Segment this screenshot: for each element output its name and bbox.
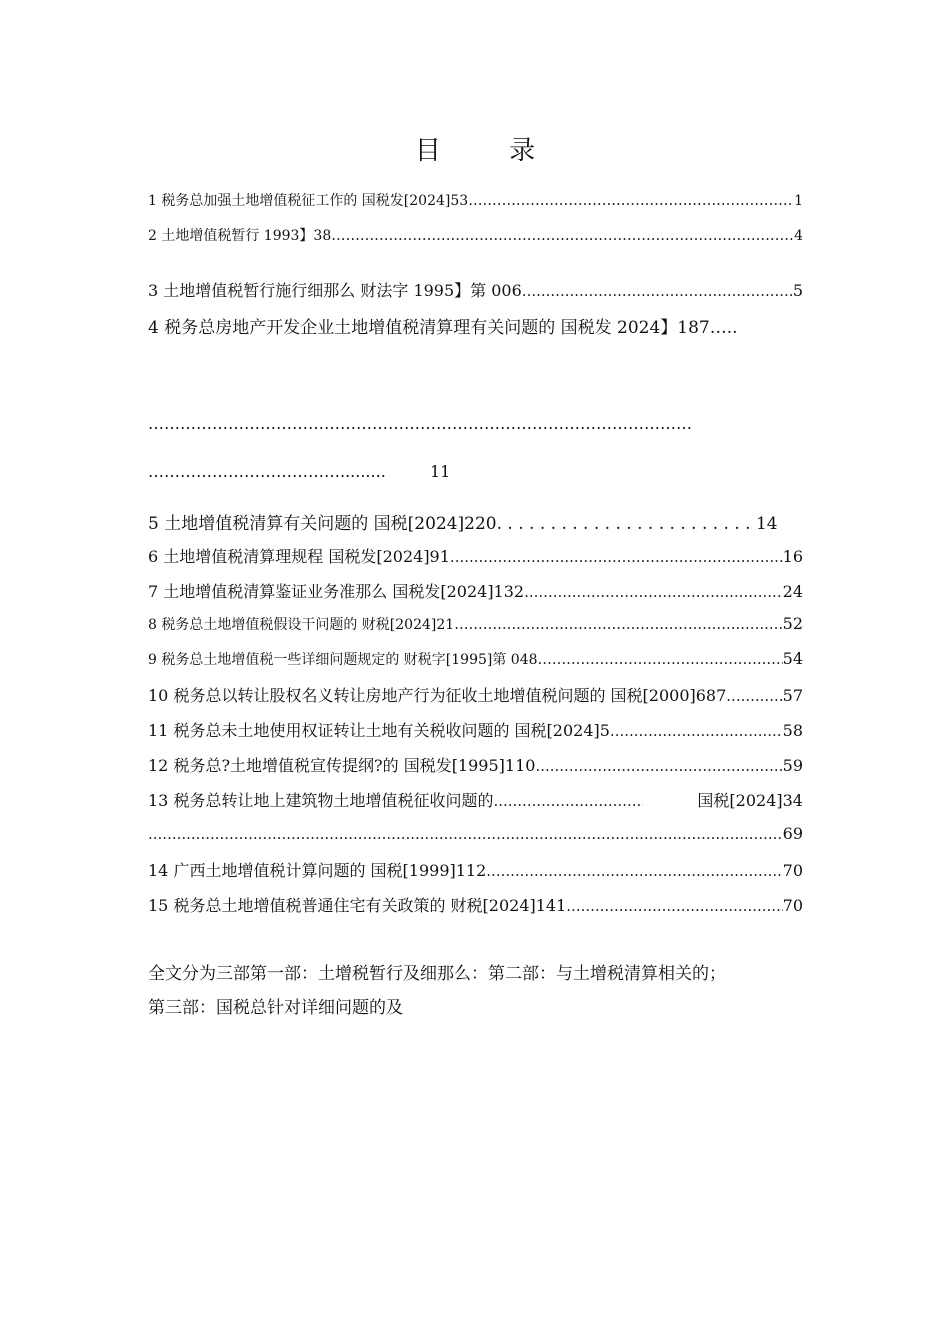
toc-entry-8[interactable] <box>148 614 803 634</box>
toc-entry-text: 10 税务总以转让股权名义转让房地产行为征收土地增值税问题的 国税[2000]687 <box>148 686 727 705</box>
leader-dots <box>331 226 794 244</box>
leader-dots <box>524 583 783 601</box>
toc-entry-text: 13 税务总转让地上建筑物土地增值税征收问题的 <box>148 791 494 810</box>
toc-page-number: 4 <box>794 228 803 244</box>
toc-page-number: 16 <box>782 547 803 566</box>
intro-paragraph <box>148 957 808 1025</box>
toc-page-number: 54 <box>782 649 803 668</box>
page-title: 目 录 <box>414 136 566 166</box>
leader-dots <box>486 862 782 880</box>
leader-dots <box>535 757 782 775</box>
intro-line-2: 第三部：国税总针对详细问题的及 <box>148 998 403 1018</box>
toc-entry-text: 3 土地增值税暂行施行细那么 财法字 1995】第 006 <box>148 281 522 300</box>
toc-page-number: 70 <box>782 861 803 880</box>
toc-entry-doc-number: 国税[2024]34 <box>697 791 803 810</box>
toc-entry-text: 8 税务总土地增值税假设干问题的 财税[2024]21 <box>148 617 455 633</box>
leader-dots <box>522 282 793 300</box>
toc-entry-13-continued <box>148 824 803 843</box>
toc-entry-2[interactable] <box>148 225 803 245</box>
toc-entry-13[interactable] <box>148 788 803 811</box>
leader-dots <box>726 687 782 705</box>
toc-entry-text: 14 广西土地增值税计算问题的 国税[1999]112 <box>148 861 487 880</box>
toc-page-number: 5 <box>792 281 803 300</box>
toc-entry-3[interactable] <box>148 278 803 301</box>
toc-entry-text: 2 土地增值税暂行 1993】38 <box>148 228 332 244</box>
toc-page-number: 14 <box>755 514 778 534</box>
leader-dots <box>454 615 782 633</box>
leader-dots <box>566 897 782 915</box>
toc-entry-text: 9 税务总土地增值税一些详细问题规定的 财税字[1995]第 048 <box>148 652 538 668</box>
leader-dots <box>493 792 643 810</box>
toc-entry-10[interactable] <box>148 683 803 706</box>
toc-page-number: 69 <box>782 824 803 843</box>
toc-entry-text: 6 土地增值税清算理规程 国税发[2024]91 <box>148 547 450 566</box>
leader-dots <box>538 650 783 668</box>
toc-page-number: 57 <box>782 686 803 705</box>
toc-entry-15[interactable] <box>148 893 803 916</box>
toc-entry-7[interactable] <box>148 579 803 602</box>
toc-page-number: 58 <box>782 721 803 740</box>
intro-line-1: 全文分为三部第一部：土增税暂行及细那么：第二部：与土增税清算相关的； <box>148 964 726 984</box>
toc-entry-text: 11 税务总未土地使用权证转让土地有关税收问题的 国税[2024]5 <box>148 721 610 740</box>
toc-entry-4-tail: ………………………………......... <box>148 462 386 481</box>
toc-entry-1[interactable] <box>148 190 803 210</box>
toc-entry-text: 15 税务总土地增值税普通住宅有关政策的 财税[2024]141 <box>148 896 567 915</box>
toc-entry-text: 1 税务总加强土地增值税征工作的 国税发[2024]53 <box>148 193 469 209</box>
toc-entry-text: 12 税务总?土地增值税宣传提纲?的 国税发[1995]110 <box>148 756 536 775</box>
toc-entry-9[interactable] <box>148 649 803 669</box>
toc-entry-4[interactable]: 4 税务总房地产开发企业土地增值税清算理有关问题的 国税发 2024】187….. <box>148 318 738 338</box>
toc-entry-5[interactable] <box>148 509 778 534</box>
toc-page-number: 24 <box>782 582 803 601</box>
leader-dots <box>468 191 794 209</box>
toc-entry-6[interactable] <box>148 544 803 567</box>
toc-entry-12[interactable] <box>148 753 803 776</box>
toc-page-number: 1 <box>794 193 803 209</box>
leader-dots <box>610 722 783 740</box>
leader-dots <box>148 825 783 843</box>
toc-entry-11[interactable] <box>148 718 803 741</box>
toc-entry-text: 5 土地增值税清算有关问题的 国税[2024]220. . . . . . . . . . . . . . . . . . . . . . . . <box>148 514 751 534</box>
toc-page-number: 70 <box>782 896 803 915</box>
toc-entry-text: 7 土地增值税清算鉴证业务准那么 国税发[2024]132 <box>148 582 525 601</box>
toc-entry-14[interactable] <box>148 858 803 881</box>
toc-entry-4-leader: ………………………………………………………………………………………… <box>148 414 692 433</box>
toc-page-number: 52 <box>782 614 803 633</box>
leader-dots <box>450 548 783 566</box>
toc-page-number: 11 <box>430 462 451 481</box>
toc-page-number: 59 <box>782 756 803 775</box>
